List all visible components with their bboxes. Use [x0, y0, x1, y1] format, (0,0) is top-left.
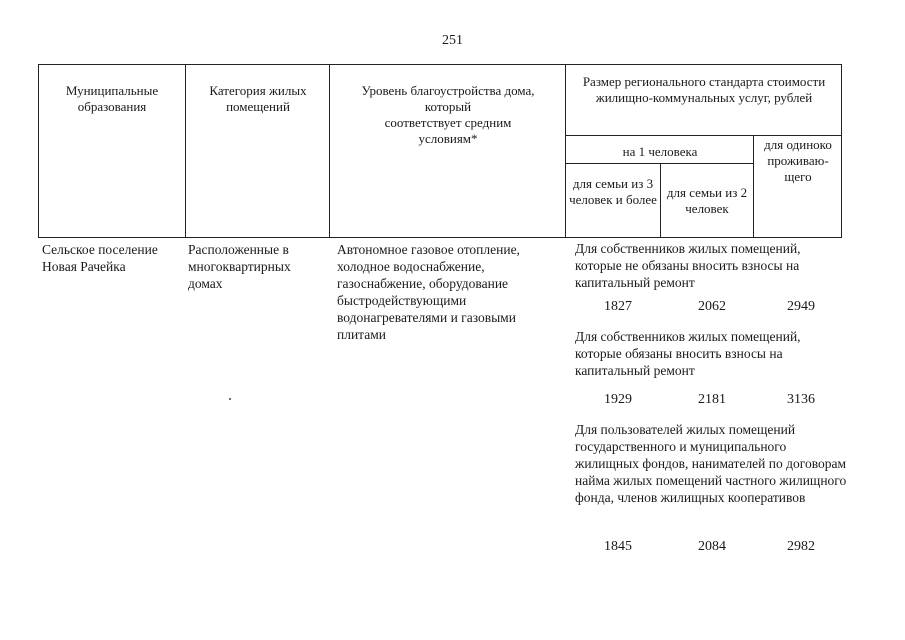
- category-cell: Расположенные в многоквартирных домах: [188, 242, 291, 291]
- header-per-person: на 1 человека: [622, 144, 698, 159]
- page-number: 251: [442, 33, 463, 48]
- header-family-2: для семьи из 2 человек: [666, 185, 748, 216]
- header-amenity-line-2: который: [424, 99, 472, 114]
- table-header: [38, 64, 842, 238]
- header-family-3: для семьи из 3 человек и более: [569, 176, 657, 207]
- group-1-value-single: 2949: [787, 299, 815, 314]
- header-amenity-line-3: соответствует средним: [384, 115, 512, 130]
- municipality-cell: Сельское поселение Новая Рачейка: [42, 242, 158, 274]
- group-2-value-single: 3136: [787, 392, 815, 407]
- scan-speck: [229, 398, 231, 400]
- group-3-value-family-2: 2084: [698, 539, 726, 554]
- header-amenity-line-1: Уровень благоустройства дома,: [361, 83, 535, 98]
- header-standard-size: Размер регионального стандарта стоимости жилищно-коммунальных услуг, рублей: [582, 74, 826, 105]
- header-category: Категория жилых помещений: [209, 83, 307, 114]
- group-3-value-family-3: 1845: [604, 539, 632, 554]
- group-1-label: Для собственников жилых помещений, которые не обязаны вносить взносы на капитальный ремонт: [575, 241, 801, 290]
- header-single: для одиноко проживаю-щего: [764, 137, 832, 184]
- amenity-cell: Автономное газовое отопление, холодное водоснабжение, газоснабжение, оборудование быстродействующими водонагревателями и газовыми плитами: [337, 242, 520, 342]
- header-amenity-level: [336, 83, 560, 147]
- header-amenity-line-4: условиям*: [418, 131, 478, 146]
- group-1-value-family-2: 2062: [698, 299, 726, 314]
- group-2-value-family-2: 2181: [698, 392, 726, 407]
- group-3-value-single: 2982: [787, 539, 815, 554]
- group-3-label: Для пользователей жилых помещений государственного и муниципального жилищных фондов, нанимателей по договорам найма жилых помещений частного жилищного фонда, членов жилищных кооперативов: [575, 422, 847, 505]
- group-1-value-family-3: 1827: [604, 299, 632, 314]
- group-2-label: Для собственников жилых помещений, которые обязаны вносить взносы на капитальный ремонт: [575, 329, 801, 378]
- group-2-value-family-3: 1929: [604, 392, 632, 407]
- header-municipality: Муниципальные образования: [65, 83, 159, 114]
